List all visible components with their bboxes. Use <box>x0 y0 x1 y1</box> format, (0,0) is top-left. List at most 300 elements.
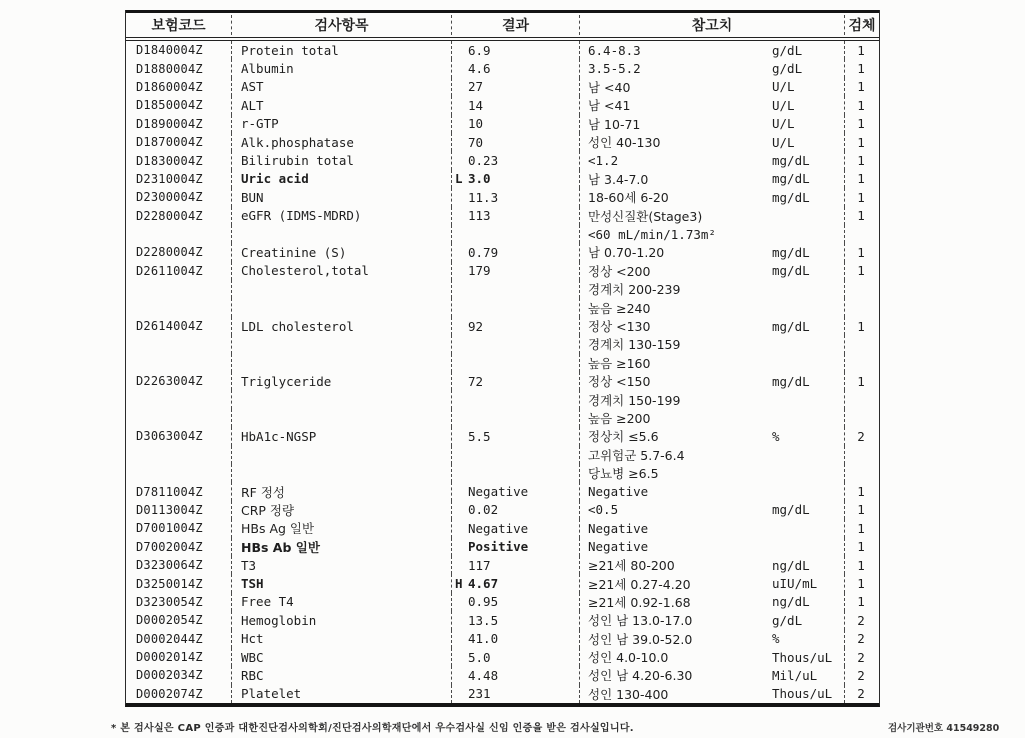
table-row <box>126 225 879 243</box>
table-row <box>126 538 879 556</box>
insurance-code: D7002004Z <box>136 539 203 554</box>
header-reference: 참고치 <box>579 15 844 35</box>
test-name <box>231 354 451 372</box>
reference-text: 고위험군 5.7-6.4 <box>588 447 685 463</box>
specimen-count: 1 <box>844 207 879 225</box>
unit: U/L <box>772 116 795 132</box>
reference-range <box>579 59 844 77</box>
test-name: CRP 정량 <box>231 501 451 519</box>
insurance-code: D2300004Z <box>136 190 203 205</box>
insurance-code: D0002034Z <box>136 668 203 683</box>
table-row <box>126 78 879 96</box>
result-value: Negative <box>468 484 529 500</box>
reference-text: 경계치 130-159 <box>588 337 681 353</box>
insurance-code: D0002014Z <box>136 650 203 665</box>
header-test-item: 검사항목 <box>231 15 451 35</box>
result-value: 4.67 <box>468 576 499 592</box>
specimen-count <box>844 390 879 408</box>
reference-text: <60 mL/min/1.73m² <box>588 226 716 242</box>
result-value: 5.0 <box>468 649 491 665</box>
insurance-code <box>126 390 231 408</box>
reference-range <box>579 96 844 114</box>
reference-range <box>579 151 844 169</box>
unit: mg/dL <box>772 502 810 518</box>
unit: U/L <box>772 97 795 113</box>
reference-range <box>579 556 844 574</box>
result-flag: L <box>455 171 463 187</box>
result-cell <box>451 409 579 427</box>
insurance-code: D3230054Z <box>136 594 203 609</box>
specimen-count: 1 <box>844 41 879 59</box>
reference-text: Negative <box>588 539 649 555</box>
reference-text: 성인 남 39.0-52.0 <box>588 631 693 647</box>
table-row <box>126 59 879 77</box>
reference-range <box>579 41 844 59</box>
test-name: Alk.phosphatase <box>231 133 451 151</box>
table-row <box>126 41 879 59</box>
table-row <box>126 464 879 482</box>
specimen-count: 1 <box>844 59 879 77</box>
table-row <box>126 151 879 169</box>
insurance-code <box>126 446 231 464</box>
specimen-count: 1 <box>844 372 879 390</box>
unit: mg/dL <box>772 189 810 205</box>
result-cell <box>451 519 579 537</box>
specimen-count: 1 <box>844 593 879 611</box>
unit: ng/dL <box>772 557 810 573</box>
unit: mg/dL <box>772 244 810 260</box>
reference-text: <0.5 <box>588 502 619 518</box>
insurance-code: D1880004Z <box>136 61 203 76</box>
specimen-count: 1 <box>844 96 879 114</box>
reference-range <box>579 501 844 519</box>
specimen-count <box>844 464 879 482</box>
table-row <box>126 207 879 225</box>
test-name: T3 <box>231 556 451 574</box>
result-cell <box>451 298 579 316</box>
table-row <box>126 317 879 335</box>
test-name: HBs Ag 일반 <box>231 519 451 537</box>
specimen-count: 2 <box>844 666 879 684</box>
result-value: 5.5 <box>468 428 491 444</box>
specimen-count <box>844 446 879 464</box>
test-name: AST <box>231 78 451 96</box>
table-row <box>126 630 879 648</box>
unit: Thous/uL <box>772 649 833 665</box>
result-cell <box>451 207 579 225</box>
insurance-code: D2280004Z <box>136 245 203 260</box>
reference-text: 3.5-5.2 <box>588 61 641 77</box>
table-row <box>126 115 879 133</box>
reference-text: 18-60세 6-20 <box>588 190 669 206</box>
test-name: eGFR (IDMS-MDRD) <box>231 207 451 225</box>
reference-text: 정상치 ≤5.6 <box>588 429 659 445</box>
report-table-body <box>126 41 879 703</box>
specimen-count: 1 <box>844 501 879 519</box>
table-row <box>126 593 879 611</box>
specimen-count: 1 <box>844 262 879 280</box>
insurance-code: D2263004Z <box>136 374 203 389</box>
accreditation-note: * 본 검사실은 CAP 인증과 대한진단검사의학회/진단검사의학재단에서 우수검사실 신임 인증을 받은 검사실입니다. <box>111 723 634 734</box>
insurance-code: D1830004Z <box>136 153 203 168</box>
specimen-count: 1 <box>844 151 879 169</box>
result-value: 70 <box>468 134 484 150</box>
header-insurance-code: 보험코드 <box>151 18 206 34</box>
test-name <box>231 298 451 316</box>
result-value: 0.79 <box>468 244 499 260</box>
reference-range <box>579 409 844 427</box>
reference-range <box>579 372 844 390</box>
unit: g/dL <box>772 61 803 77</box>
result-value: 179 <box>468 263 491 279</box>
result-cell <box>451 390 579 408</box>
result-value: 231 <box>468 686 491 702</box>
unit: mg/dL <box>772 153 810 169</box>
result-value: 14 <box>468 97 484 113</box>
unit: uIU/mL <box>772 576 818 592</box>
specimen-count: 2 <box>844 427 879 445</box>
insurance-code: D1890004Z <box>136 116 203 131</box>
reference-range <box>579 207 844 225</box>
result-cell <box>451 262 579 280</box>
result-cell <box>451 611 579 629</box>
reference-range <box>579 648 844 666</box>
reference-text: 높음 ≥200 <box>588 411 651 426</box>
result-cell <box>451 556 579 574</box>
test-name: LDL cholesterol <box>231 317 451 335</box>
reference-range <box>579 225 844 243</box>
test-name <box>231 335 451 353</box>
result-cell <box>451 170 579 188</box>
result-value: 117 <box>468 557 491 573</box>
result-value: 0.95 <box>468 594 499 610</box>
specimen-count: 1 <box>844 243 879 261</box>
reference-text: Negative <box>588 520 649 536</box>
result-cell <box>451 666 579 684</box>
result-value: Positive <box>468 539 529 555</box>
reference-range <box>579 538 844 556</box>
table-header-row <box>126 10 879 38</box>
table-row <box>126 501 879 519</box>
reference-range <box>579 317 844 335</box>
result-value: 0.02 <box>468 502 499 518</box>
reference-range <box>579 427 844 445</box>
insurance-code: D7811004Z <box>136 484 203 499</box>
test-name: Uric acid <box>231 170 451 188</box>
result-value: 11.3 <box>468 189 499 205</box>
specimen-count <box>844 335 879 353</box>
result-cell <box>451 574 579 592</box>
insurance-code: D3230064Z <box>136 558 203 573</box>
result-cell <box>451 133 579 151</box>
specimen-count <box>844 280 879 298</box>
reference-range <box>579 685 844 703</box>
insurance-code: D0002044Z <box>136 631 203 646</box>
header-specimen: 검체 <box>844 15 879 35</box>
result-value: 3.0 <box>468 171 491 187</box>
reference-text: 정상 <150 <box>588 374 651 390</box>
result-value: 10 <box>468 116 484 132</box>
unit: U/L <box>772 79 795 95</box>
unit: Thous/uL <box>772 686 833 702</box>
test-name <box>231 225 451 243</box>
insurance-code <box>126 464 231 482</box>
test-name: Free T4 <box>231 593 451 611</box>
reference-range <box>579 188 844 206</box>
table-row <box>126 648 879 666</box>
result-cell <box>451 464 579 482</box>
result-cell <box>451 501 579 519</box>
specimen-count: 1 <box>844 574 879 592</box>
lab-org-number: 검사기관번호 41549280 <box>888 723 1000 734</box>
test-name: Bilirubin total <box>231 151 451 169</box>
insurance-code: D1860004Z <box>136 79 203 94</box>
reference-text: 정상 <200 <box>588 263 651 279</box>
table-row <box>126 133 879 151</box>
reference-range <box>579 280 844 298</box>
reference-text: 경계치 150-199 <box>588 392 681 408</box>
table-row <box>126 354 879 372</box>
reference-range <box>579 593 844 611</box>
specimen-count <box>844 354 879 372</box>
test-name <box>231 446 451 464</box>
reference-range <box>579 298 844 316</box>
insurance-code: D2614004Z <box>136 319 203 334</box>
table-row <box>126 170 879 188</box>
specimen-count: 2 <box>844 630 879 648</box>
reference-range <box>579 335 844 353</box>
reference-text: 남 <41 <box>588 98 631 114</box>
reference-range <box>579 390 844 408</box>
insurance-code: D1840004Z <box>136 43 203 58</box>
result-flag: H <box>455 576 463 592</box>
reference-text: ≥21세 80-200 <box>588 558 675 574</box>
reference-text: 높음 ≥160 <box>588 355 651 371</box>
reference-range <box>579 133 844 151</box>
specimen-count: 1 <box>844 482 879 500</box>
reference-range <box>579 574 844 592</box>
table-row <box>126 427 879 445</box>
insurance-code: D0113004Z <box>136 502 203 517</box>
specimen-count: 2 <box>844 685 879 703</box>
result-cell <box>451 648 579 666</box>
table-row <box>126 390 879 408</box>
result-cell <box>451 59 579 77</box>
table-row <box>126 519 879 537</box>
test-name <box>231 409 451 427</box>
test-name <box>231 390 451 408</box>
reference-range <box>579 464 844 482</box>
test-name: TSH <box>231 574 451 592</box>
insurance-code <box>126 354 231 372</box>
result-cell <box>451 685 579 703</box>
result-value: 113 <box>468 208 491 224</box>
result-value: 92 <box>468 318 484 334</box>
specimen-count <box>844 225 879 243</box>
specimen-count: 2 <box>844 611 879 629</box>
test-name: Hemoglobin <box>231 611 451 629</box>
result-cell <box>451 96 579 114</box>
specimen-count: 1 <box>844 170 879 188</box>
table-row <box>126 685 879 703</box>
specimen-count <box>844 409 879 427</box>
reference-range <box>579 482 844 500</box>
reference-text: ≥21세 0.92-1.68 <box>588 594 691 610</box>
header-result: 결과 <box>451 15 579 35</box>
reference-text: 남 <40 <box>588 79 631 95</box>
result-cell <box>451 151 579 169</box>
reference-text: 높음 ≥240 <box>588 300 651 316</box>
result-cell <box>451 427 579 445</box>
result-value: 4.48 <box>468 667 499 683</box>
insurance-code: D0002074Z <box>136 686 203 701</box>
unit: mg/dL <box>772 318 810 334</box>
result-cell <box>451 482 579 500</box>
result-cell <box>451 372 579 390</box>
report-table <box>125 10 880 707</box>
test-name: BUN <box>231 188 451 206</box>
insurance-code: D1850004Z <box>136 98 203 113</box>
test-name: ALT <box>231 96 451 114</box>
reference-range <box>579 666 844 684</box>
insurance-code: D3063004Z <box>136 429 203 444</box>
insurance-code: D2310004Z <box>136 171 203 186</box>
test-name <box>231 464 451 482</box>
reference-text: 성인 남 4.20-6.30 <box>588 668 693 684</box>
specimen-count: 2 <box>844 648 879 666</box>
table-row <box>126 409 879 427</box>
reference-text: 남 10-71 <box>588 116 641 132</box>
test-name: HBs Ab 일반 <box>231 538 451 556</box>
reference-range <box>579 446 844 464</box>
insurance-code <box>126 280 231 298</box>
unit: % <box>772 428 780 444</box>
result-cell <box>451 115 579 133</box>
unit: % <box>772 631 780 647</box>
insurance-code: D3250014Z <box>136 576 203 591</box>
specimen-count: 1 <box>844 556 879 574</box>
table-row <box>126 574 879 592</box>
table-row <box>126 188 879 206</box>
reference-range <box>579 354 844 372</box>
reference-text: Negative <box>588 484 649 500</box>
insurance-code <box>126 409 231 427</box>
test-name: r-GTP <box>231 115 451 133</box>
table-row <box>126 372 879 390</box>
reference-text: 성인 40-130 <box>588 135 661 151</box>
table-row <box>126 335 879 353</box>
result-cell <box>451 78 579 96</box>
result-cell <box>451 243 579 261</box>
table-row <box>126 243 879 261</box>
insurance-code: D7001004Z <box>136 521 203 536</box>
specimen-count: 1 <box>844 188 879 206</box>
table-row <box>126 262 879 280</box>
reference-range <box>579 611 844 629</box>
specimen-count: 1 <box>844 133 879 151</box>
result-cell <box>451 538 579 556</box>
test-name: RBC <box>231 666 451 684</box>
table-row <box>126 666 879 684</box>
reference-text: 정상 <130 <box>588 319 651 335</box>
test-name: WBC <box>231 648 451 666</box>
insurance-code: D0002054Z <box>136 613 203 628</box>
reference-range <box>579 243 844 261</box>
result-value: 13.5 <box>468 612 499 628</box>
specimen-count: 1 <box>844 538 879 556</box>
insurance-code: D1870004Z <box>136 135 203 150</box>
reference-text: 성인 남 13.0-17.0 <box>588 613 693 629</box>
test-name: Hct <box>231 630 451 648</box>
specimen-count: 1 <box>844 115 879 133</box>
unit: g/dL <box>772 612 803 628</box>
specimen-count: 1 <box>844 519 879 537</box>
table-row <box>126 556 879 574</box>
table-row <box>126 298 879 316</box>
result-value: 6.9 <box>468 42 491 58</box>
result-cell <box>451 188 579 206</box>
result-cell <box>451 335 579 353</box>
result-cell <box>451 593 579 611</box>
unit: mg/dL <box>772 263 810 279</box>
unit: g/dL <box>772 42 803 58</box>
result-value: Negative <box>468 520 529 536</box>
result-cell <box>451 41 579 59</box>
insurance-code <box>126 298 231 316</box>
result-value: 27 <box>468 79 484 95</box>
test-name: Creatinine (S) <box>231 243 451 261</box>
test-name: RF 정성 <box>231 482 451 500</box>
reference-text: <1.2 <box>588 153 619 169</box>
reference-text: 남 0.70-1.20 <box>588 245 665 261</box>
test-name: Triglyceride <box>231 372 451 390</box>
reference-text: 성인 130-400 <box>588 686 669 702</box>
unit: ng/dL <box>772 594 810 610</box>
test-name: Protein total <box>231 41 451 59</box>
specimen-count: 1 <box>844 317 879 335</box>
test-name: Platelet <box>231 685 451 703</box>
reference-range <box>579 78 844 96</box>
table-row <box>126 280 879 298</box>
insurance-code <box>126 225 231 243</box>
reference-text: 당뇨병 ≥6.5 <box>588 466 659 482</box>
table-row <box>126 611 879 629</box>
test-name: Cholesterol,total <box>231 262 451 280</box>
reference-text: 남 3.4-7.0 <box>588 171 649 187</box>
reference-text: ≥21세 0.27-4.20 <box>588 576 691 592</box>
result-cell <box>451 225 579 243</box>
reference-range <box>579 519 844 537</box>
test-name: Albumin <box>231 59 451 77</box>
unit: U/L <box>772 134 795 150</box>
test-name <box>231 280 451 298</box>
reference-range <box>579 630 844 648</box>
reference-text: 성인 4.0-10.0 <box>588 650 669 666</box>
insurance-code: D2280004Z <box>136 208 203 223</box>
unit: mg/dL <box>772 171 810 187</box>
result-value: 4.6 <box>468 61 491 77</box>
result-cell <box>451 630 579 648</box>
reference-range <box>579 262 844 280</box>
result-value: 72 <box>468 373 484 389</box>
reference-range <box>579 170 844 188</box>
specimen-count: 1 <box>844 78 879 96</box>
insurance-code <box>126 335 231 353</box>
reference-text: 6.4-8.3 <box>588 42 641 58</box>
reference-text: 경계치 200-239 <box>588 282 681 298</box>
specimen-count <box>844 298 879 316</box>
insurance-code: D2611004Z <box>136 263 203 278</box>
